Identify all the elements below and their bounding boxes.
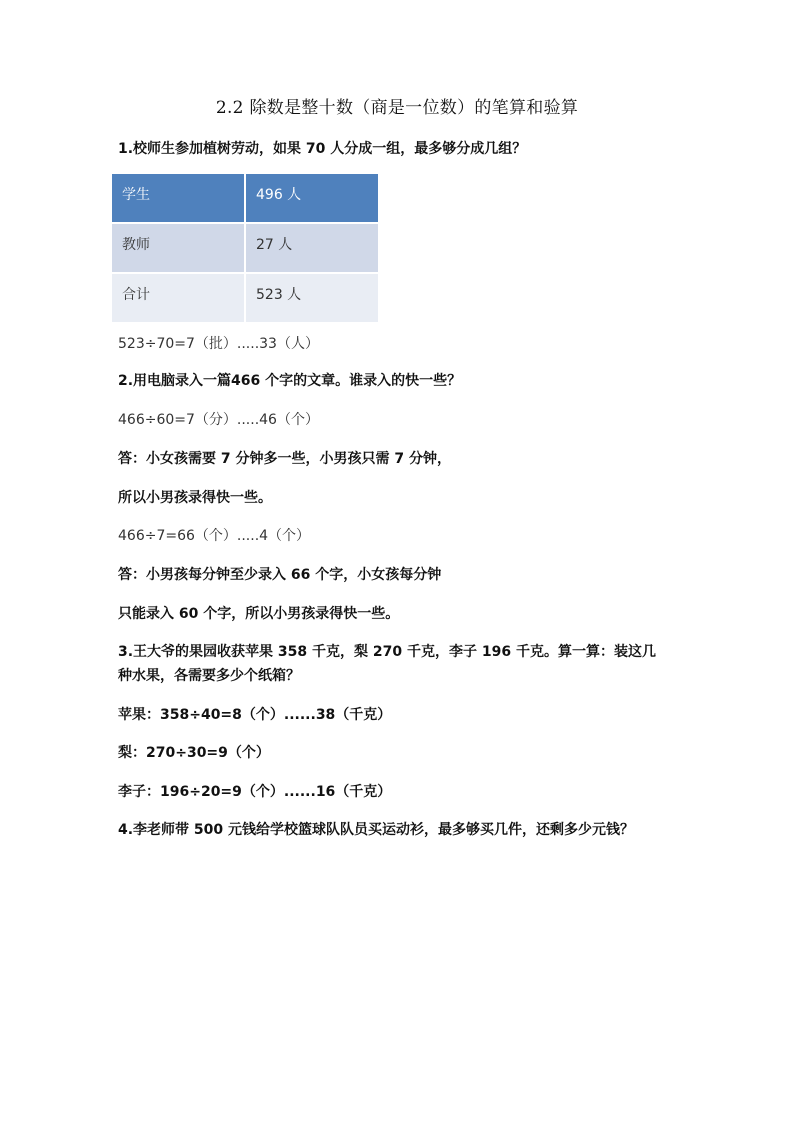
table-cell-value: 496 人 xyxy=(246,174,378,222)
question-2-calculation-1: 466÷60=7（分）.....46（个） xyxy=(118,412,319,428)
question-3-pear: 梨：270÷30=9（个） xyxy=(118,745,270,761)
table-cell-value: 523 人 xyxy=(246,274,378,322)
question-3-plum: 李子：196÷20=9（个）......16（千克） xyxy=(118,784,392,800)
table-cell-label: 教师 xyxy=(112,224,244,272)
question-4: 4.李老师带 500 元钱给学校篮球队队员买运动衫，最多够买几件，还剩多少元钱？ xyxy=(118,822,635,838)
question-2-answer-2-line-1: 答：小男孩每分钟至少录入 66 个字，小女孩每分钟 xyxy=(118,567,442,583)
question-1-calculation: 523÷70=7（批）.....33（人） xyxy=(118,336,319,352)
question-2-answer-1-line-2: 所以小男孩录得快一些。 xyxy=(118,490,272,506)
question-2-answer-2-line-2: 只能录入 60 个字，所以小男孩录得快一些。 xyxy=(118,606,400,622)
people-count-table xyxy=(110,172,380,324)
table-cell-label: 合计 xyxy=(112,274,244,322)
table-cell-label: 学生 xyxy=(112,174,244,222)
question-2-answer-1-line-1: 答：小女孩需要 7 分钟多一些，小男孩只需 7 分钟， xyxy=(118,451,451,467)
question-2-calculation-2: 466÷7=66（个）.....4（个） xyxy=(118,528,311,544)
question-2: 2.用电脑录入一篇466 个字的文章。谁录入的快一些？ xyxy=(118,373,462,389)
question-3-line-2: 种水果，各需要多少个纸箱？ xyxy=(118,668,300,684)
table-row xyxy=(112,174,378,222)
table-row xyxy=(112,274,378,322)
question-3-apple: 苹果：358÷40=8（个）......38（千克） xyxy=(118,707,392,723)
question-3-line-1: 3.王大爷的果园收获苹果 358 千克，梨 270 千克，李子 196 千克。算一算：装这几 xyxy=(118,644,656,660)
page-title: 2.2 除数是整十数（商是一位数）的笔算和验算 xyxy=(215,98,579,118)
table-cell-value: 27 人 xyxy=(246,224,378,272)
table-row xyxy=(112,224,378,272)
question-1: 1.校师生参加植树劳动，如果 70 人分成一组，最多够分成几组？ xyxy=(118,141,527,157)
